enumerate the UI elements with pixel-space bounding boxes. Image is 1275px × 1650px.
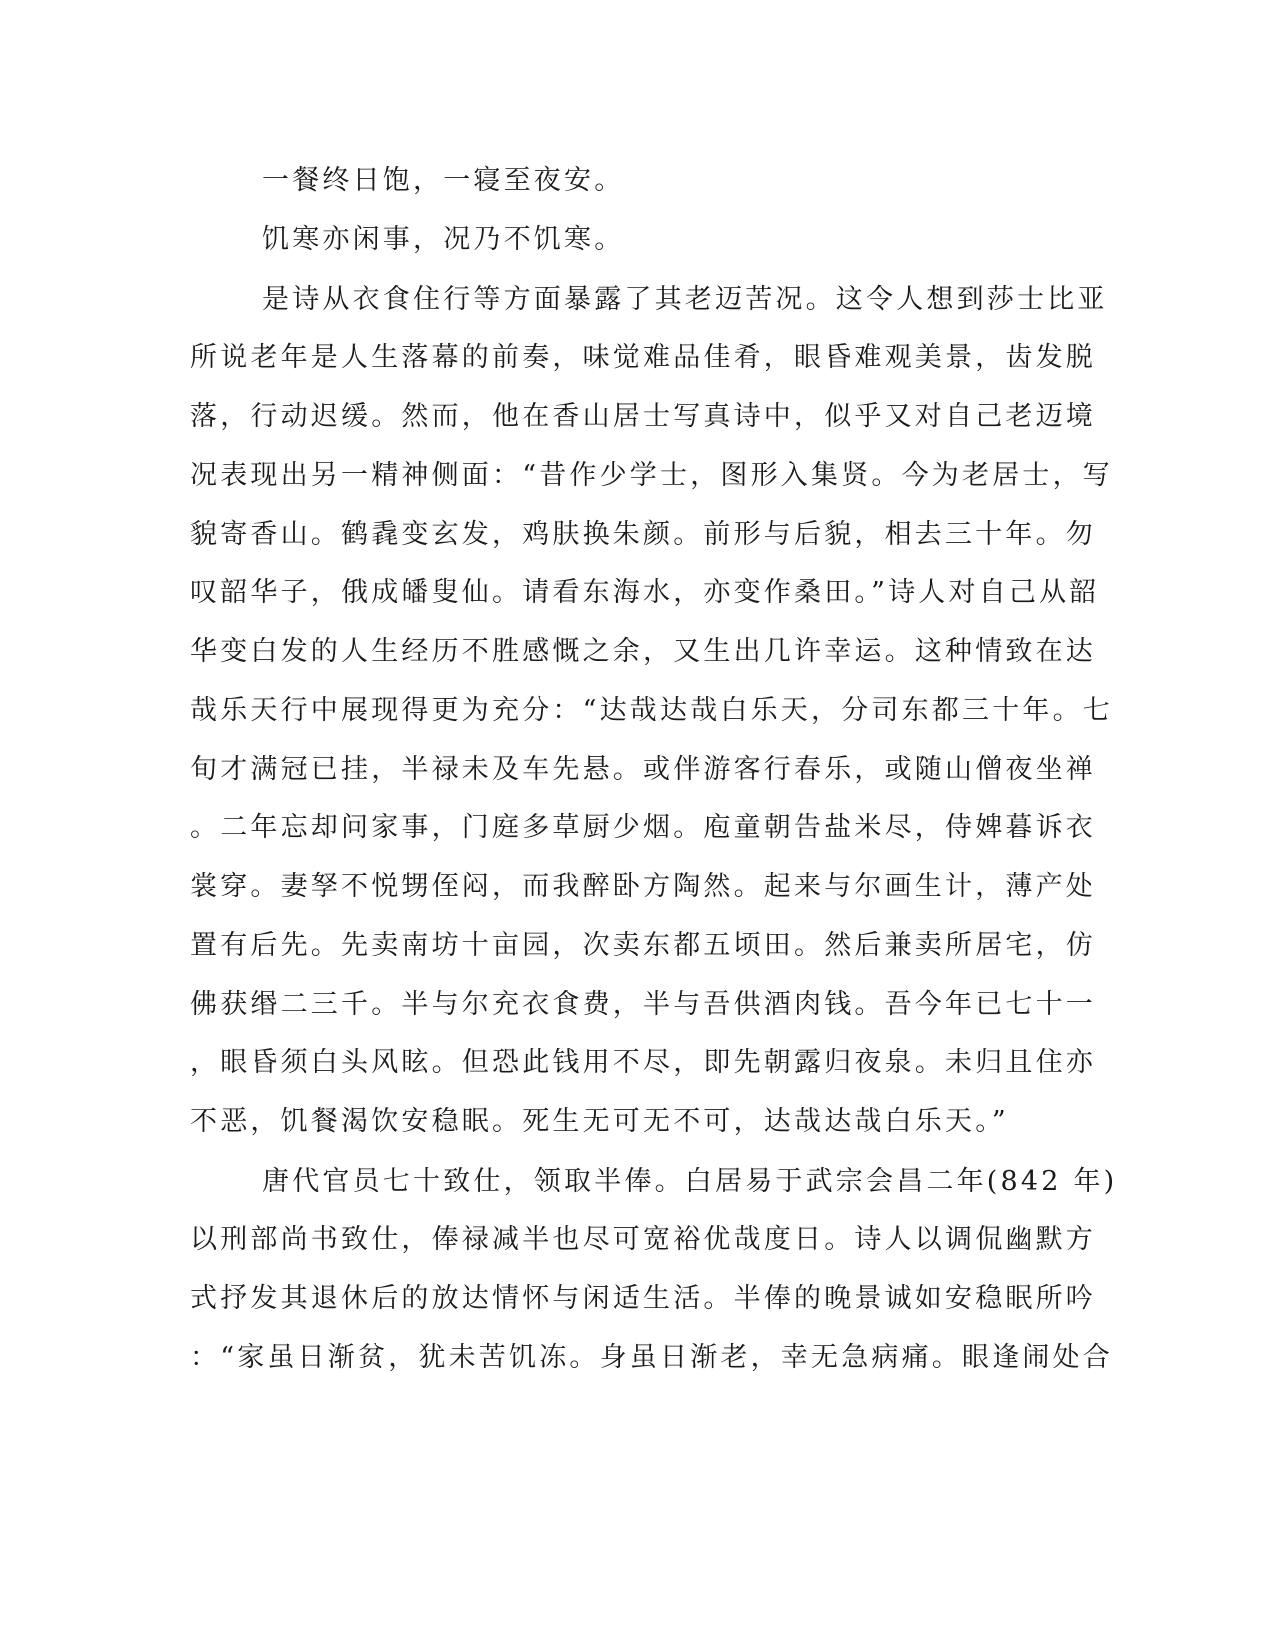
paragraph-1-line-11: 裳穿。妻孥不悦甥侄闷，而我醉卧方陶然。起来与尔画生计，薄产处 bbox=[190, 871, 1096, 902]
paragraph-1-line-3: 落，行动迟缓。然而，他在香山居士写真诗中，似乎又对自己老迈境 bbox=[190, 401, 1096, 432]
paragraph-2-line-4: ：“家虽日渐贫，犹未苦饥冻。身虽日渐老，幸无急病痛。眼逢闹处合 bbox=[190, 1342, 1114, 1373]
paragraph-1-line-13: 佛获缗二三千。半与尔充衣食费，半与吾供酒肉钱。吾今年已七十一 bbox=[190, 989, 1096, 1020]
verse-line-1: 一餐终日饱，一寝至夜安。 bbox=[262, 165, 625, 196]
paragraph-1-line-7: 华变白发的人生经历不胜感慨之余，又生出几许幸运。这种情致在达 bbox=[190, 636, 1096, 667]
paragraph-1-line-6: 叹韶华子，俄成皤叟仙。请看东海水，亦变作桑田。”诗人对自己从韶 bbox=[190, 577, 1100, 608]
paragraph-1-line-12: 置有后先。先卖南坊十亩园，次卖东都五顷田。然后兼卖所居宅，仿 bbox=[190, 930, 1096, 961]
paragraph-1-line-14: ，眼昏须白头风眩。但恐此钱用不尽，即先朝露归夜泉。未归且住亦 bbox=[190, 1047, 1096, 1078]
paragraph-1-line-9: 旬才满冠已挂，半禄未及车先悬。或伴游客行春乐，或随山僧夜坐禅 bbox=[190, 754, 1096, 785]
verse-line-2: 饥寒亦闲事，况乃不饥寒。 bbox=[262, 224, 625, 255]
paragraph-1-line-8: 哉乐天行中展现得更为充分：“达哉达哉白乐天，分司东都三十年。七 bbox=[190, 695, 1114, 726]
paragraph-1-line-1: 是诗从衣食住行等方面暴露了其老迈苦况。这令人想到莎士比亚 bbox=[262, 284, 1108, 315]
paragraph-2-line-2: 以刑部尚书致仕，俸禄减半也尽可宽裕优哉度日。诗人以调侃幽默方 bbox=[190, 1224, 1096, 1255]
paragraph-2-line-1: 唐代官员七十致仕，领取半俸。白居易于武宗会昌二年(842 年) bbox=[262, 1166, 1118, 1197]
paragraph-2-line-3: 式抒发其退休后的放达情怀与闲适生活。半俸的晚景诚如安稳眠所吟 bbox=[190, 1283, 1096, 1314]
paragraph-1-line-15: 不恶，饥餐渴饮安稳眠。死生无可无不可，达哉达哉白乐天。” bbox=[190, 1106, 1009, 1137]
paragraph-1-line-10: 。二年忘却问家事，门庭多草厨少烟。庖童朝告盐米尽，侍婢暮诉衣 bbox=[190, 812, 1096, 843]
paragraph-1-line-2: 所说老年是人生落幕的前奏，味觉难品佳肴，眼昏难观美景，齿发脱 bbox=[190, 342, 1096, 373]
paragraph-1-line-4: 况表现出另一精神侧面：“昔作少学士，图形入集贤。今为老居士，写 bbox=[190, 460, 1114, 491]
paragraph-1-line-5: 貌寄香山。鹤毳变玄发，鸡肤换朱颜。前形与后貌，相去三十年。勿 bbox=[190, 519, 1096, 550]
